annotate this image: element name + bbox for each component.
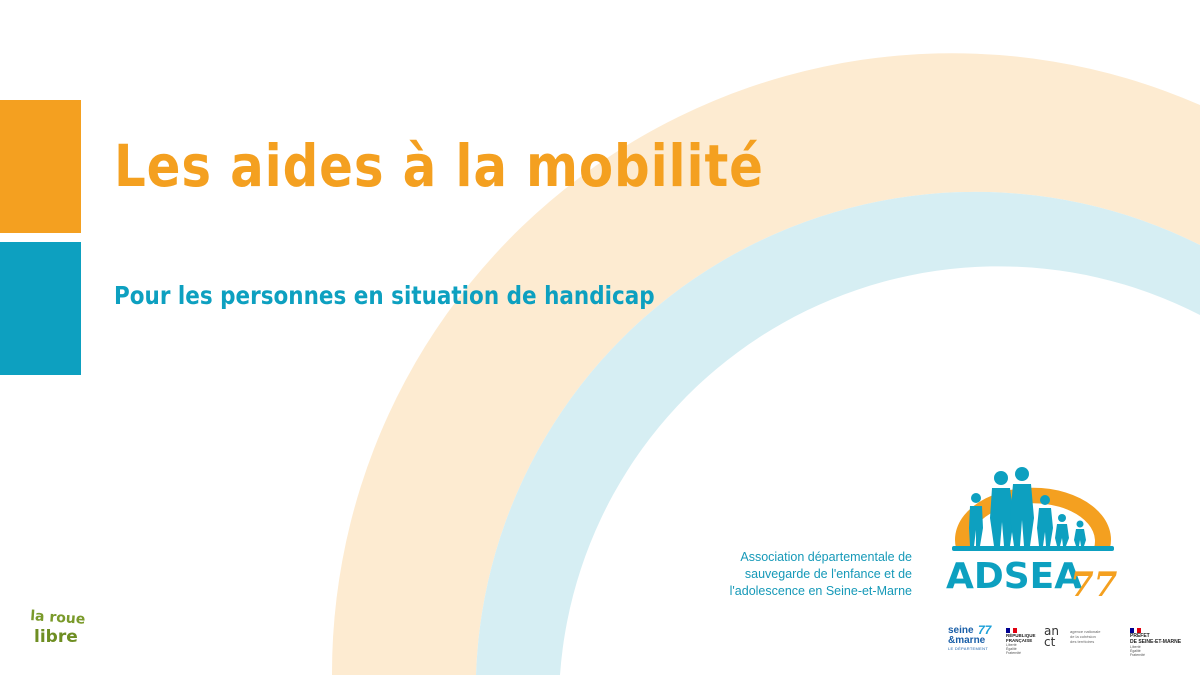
adsea-logo-number: 77 bbox=[1070, 565, 1118, 605]
adsea-logo-text: ADSEA bbox=[946, 556, 1083, 597]
seine-logo-number: 77 bbox=[978, 623, 992, 637]
anct-logo bbox=[1044, 624, 1101, 649]
adsea-logo bbox=[938, 448, 1128, 608]
slide-subtitle: Pour les personnes en situation de handicap bbox=[114, 281, 655, 310]
seine-logo-line-2: &marne bbox=[948, 635, 986, 646]
anct-logo-bottom: ct bbox=[1044, 635, 1056, 649]
association-line-2: sauvegarde de l'enfance et de bbox=[744, 567, 912, 581]
anct-desc-1: agence nationale bbox=[1070, 629, 1101, 634]
rf-line-2: FRANÇAISE bbox=[1006, 638, 1033, 643]
seine-et-marne-logo bbox=[948, 623, 992, 651]
prefet-seine-et-marne-logo bbox=[1130, 628, 1181, 657]
prefet-motto-2: Égalité bbox=[1130, 649, 1141, 653]
seine-logo-line-1: seine bbox=[948, 625, 974, 636]
rf-line-1: RÉPUBLIQUE bbox=[1006, 633, 1036, 638]
orange-accent-bar bbox=[0, 100, 81, 233]
slide-title: Les aides à la mobilité bbox=[114, 132, 764, 200]
association-line-3: l'adolescence en Seine-et-Marne bbox=[729, 584, 912, 598]
roue-logo-line-1: la roue bbox=[29, 608, 86, 628]
la-roue-libre-logo bbox=[28, 602, 88, 652]
prefet-line-1: PRÉFET bbox=[1130, 633, 1150, 639]
association-description bbox=[730, 549, 912, 600]
rf-motto-1: Liberté bbox=[1006, 643, 1017, 647]
prefet-motto-1: Liberté bbox=[1130, 645, 1141, 649]
anct-logo-top: an bbox=[1044, 624, 1059, 638]
partner-logos bbox=[944, 624, 1194, 664]
anct-desc-3: des territoires bbox=[1070, 639, 1095, 644]
prefet-motto-3: Fraternité bbox=[1130, 653, 1145, 657]
rf-motto-3: Fraternité bbox=[1006, 651, 1021, 655]
roue-logo-line-2: libre bbox=[34, 627, 78, 647]
blue-accent-bar bbox=[0, 242, 81, 375]
prefet-line-2: DE SEINE-ET-MARNE bbox=[1130, 639, 1182, 645]
republique-francaise-logo bbox=[1006, 628, 1036, 655]
anct-desc-2: de la cohésion bbox=[1070, 634, 1096, 639]
rf-motto-2: Égalité bbox=[1006, 647, 1017, 651]
association-line-1: Association départementale de bbox=[740, 550, 912, 564]
seine-logo-caption: LE DÉPARTEMENT bbox=[948, 646, 989, 651]
